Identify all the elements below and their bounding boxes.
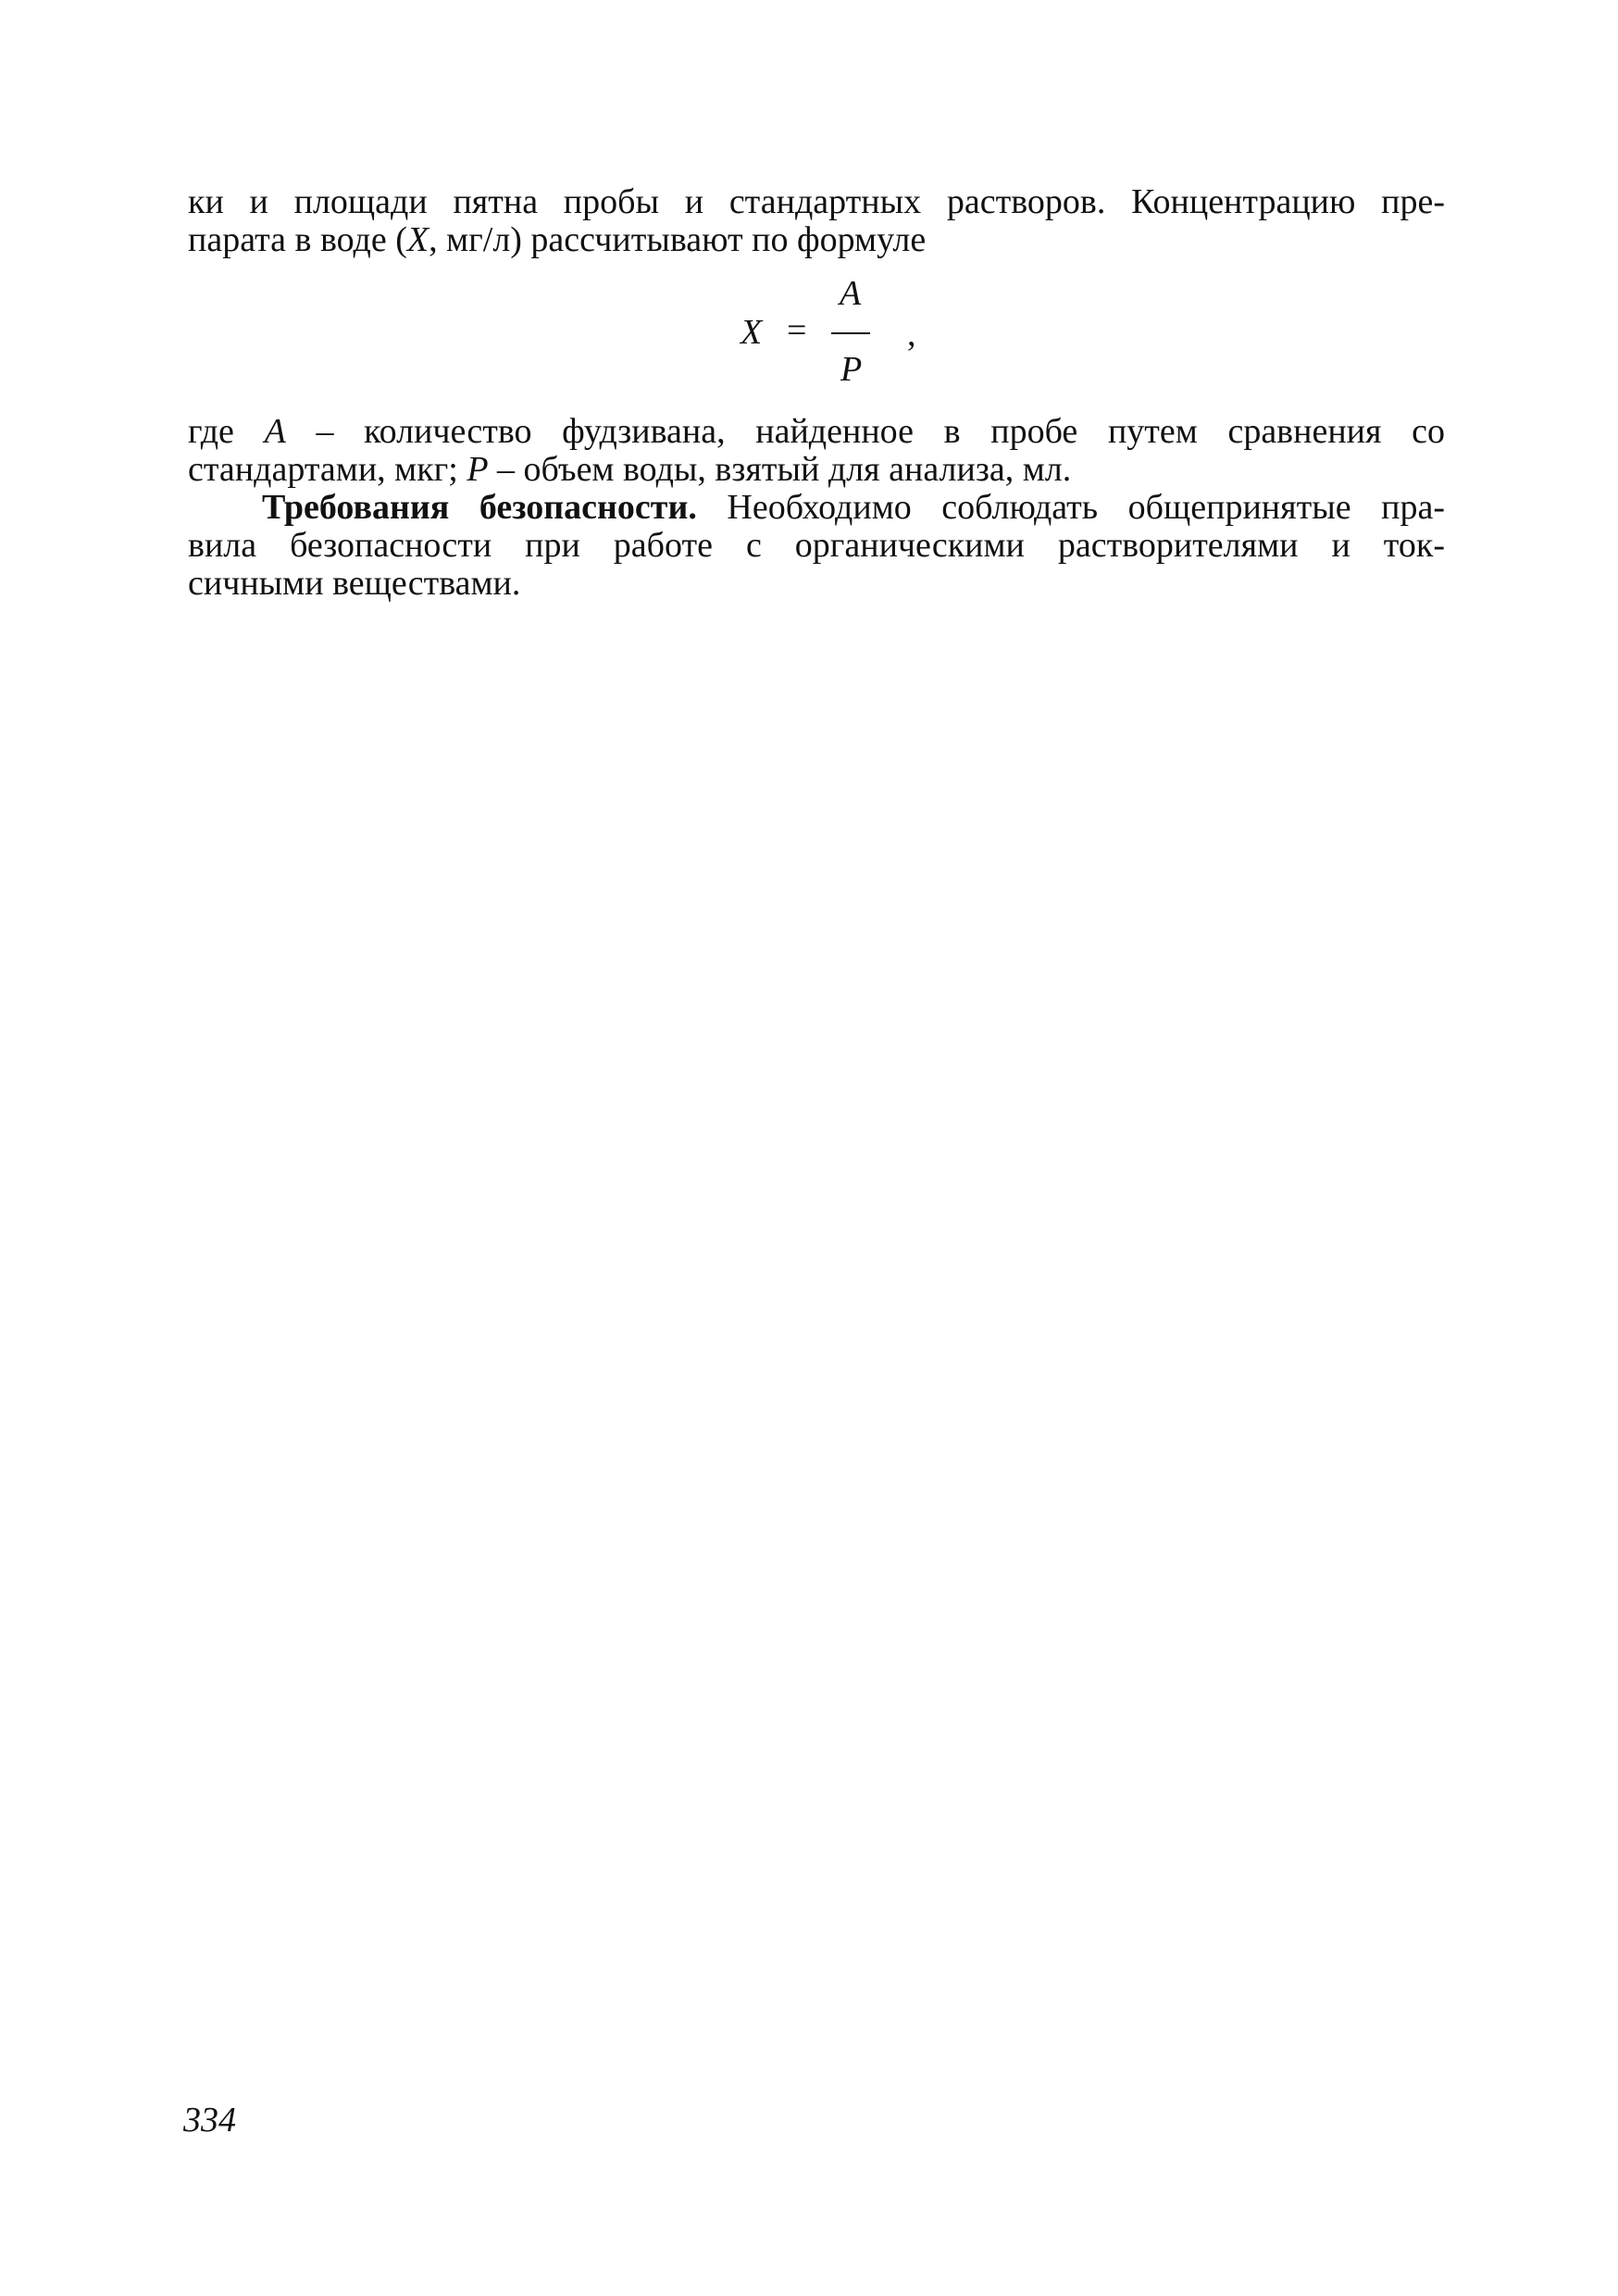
formula-lhs: X [741, 313, 763, 352]
safety-line-1 [188, 489, 1445, 527]
variable-p: P [467, 450, 489, 489]
variable-x: X [406, 220, 429, 259]
where-line-2-end: – объем воды, взятый для анализа, мл. [488, 450, 1072, 489]
intro-line-2-start: парата в воде ( [188, 220, 407, 259]
intro-line-2 [188, 221, 1445, 259]
safety-heading: Требования безопасности. [262, 488, 697, 527]
paragraph-safety [188, 489, 1445, 603]
variable-a: A [264, 412, 286, 451]
safety-line-1-rest: Необходимо соблюдать общепринятые пра- [696, 488, 1445, 527]
where-line-1-start: где [188, 412, 265, 451]
page-number: 334 [183, 2101, 236, 2140]
formula-equals: = [787, 311, 807, 350]
formula-denominator: P [840, 350, 863, 389]
formula-comma: , [907, 315, 916, 354]
where-line-1 [188, 413, 1445, 451]
where-line-1-end: – количество фудзивана, найденное в пробе путем сравнения со [285, 412, 1445, 451]
where-line-2-start: стандартами, мкг; [188, 450, 467, 489]
paragraph-intro [188, 183, 1445, 259]
intro-line-1: ки и площади пятна пробы и стандартных растворов. Концентрацию пре- [188, 182, 1445, 221]
paragraph-where [188, 413, 1445, 489]
safety-line-2: вила безопасности при работе с органическими растворителями и ток- [188, 526, 1445, 565]
formula [741, 273, 963, 393]
where-line-2 [188, 451, 1445, 489]
formula-numerator: A [840, 274, 862, 313]
fraction-bar [831, 332, 870, 334]
safety-line-3: сичными веществами. [188, 564, 521, 603]
intro-line-2-end: , мг/л) рассчитывают по формуле [429, 220, 927, 259]
